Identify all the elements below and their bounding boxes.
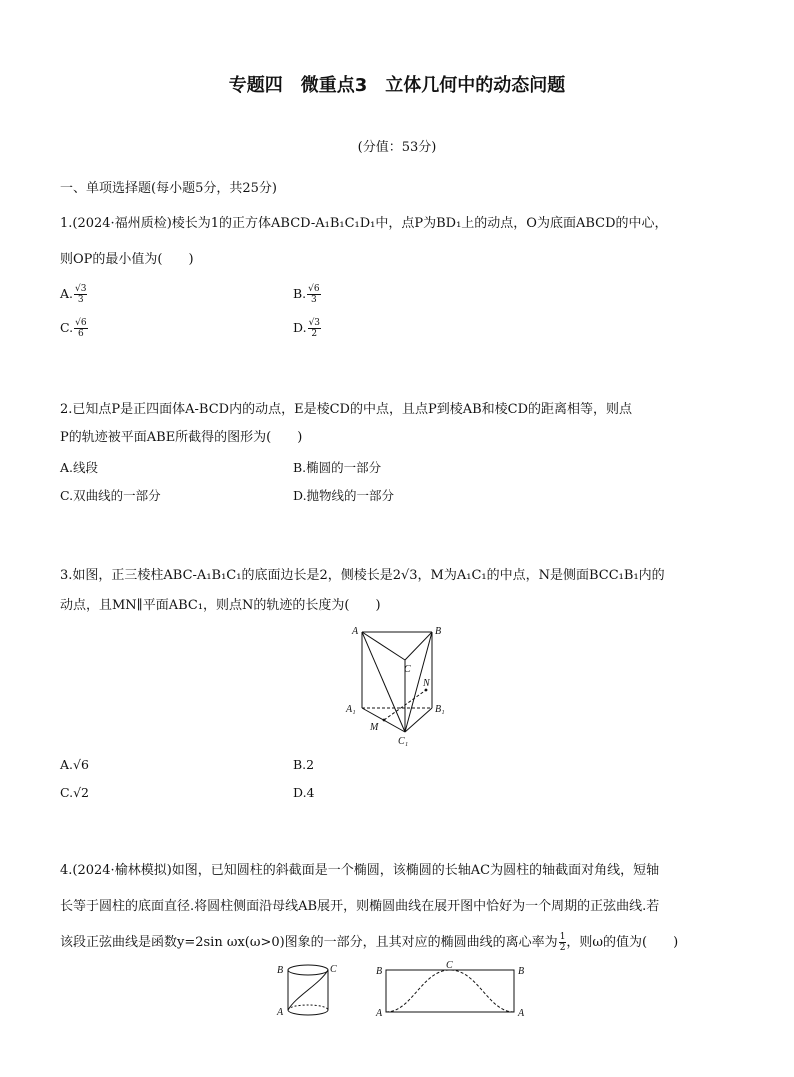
q4-unrolled-label-a-left: A (376, 1008, 383, 1019)
q4-stem-line2: 长等于圆柱的底面直径.将圆柱侧面沿母线AB展开，则椭圆曲线在展开图中恰好为一个周期的正弦曲线.若 (60, 899, 660, 914)
q1-option-a[interactable] (60, 284, 87, 305)
q4-cyl-label-b: B (277, 965, 284, 976)
q1-option-b-label: B. (293, 286, 307, 301)
q2-option-d[interactable]: D.抛物线的一部分 (293, 488, 395, 503)
q4-eccentricity-fraction: $\frac{1}{2}$ (559, 932, 566, 953)
q2-stem-line2: P的轨迹被平面ABE所截得的图形为( ) (60, 430, 303, 445)
q1-stem-line1: 1.(2024·福州质检)棱长为1的正方体ABCD-A₁B₁C₁D₁中，点P为BD₁上的动点，O为底面ABCD的中心， (60, 216, 668, 231)
score-note: (分值：53分) (357, 140, 437, 155)
q4-cylinder-figure (272, 960, 344, 1022)
q3-fig-label-a1: A₁ (346, 704, 356, 715)
q1-option-d[interactable] (293, 318, 321, 339)
q1-option-c-label: C. (60, 320, 74, 335)
page-title: 专题四 微重点3 立体几何中的动态问题 (228, 75, 566, 96)
q3-option-d[interactable]: D.4 (293, 785, 315, 800)
q3-stem-line1: 3.如图，正三棱柱ABC-A₁B₁C₁的底面边长是2，侧棱长是2√3，M为A₁C₁的中点，N是侧面BCC₁B₁内的 (60, 568, 665, 583)
q3-fig-label-c1: C₁ (398, 736, 409, 747)
q3-fig-label-a: A (352, 626, 359, 637)
q4-unrolled-label-b-right: B (518, 966, 525, 977)
q3-prism-figure (340, 620, 460, 750)
q1-option-a-fraction: $\frac{√3}{3}$ (75, 284, 87, 305)
q3-fig-label-b: B (435, 626, 442, 637)
q4-unrolled-figure (372, 960, 532, 1022)
q1-stem-line2: 则OP的最小值为( ) (60, 252, 194, 267)
q3-fig-label-n: N (423, 678, 430, 689)
q1-option-b[interactable] (293, 284, 321, 305)
q2-option-a[interactable]: A.线段 (60, 460, 99, 475)
q4-unrolled-label-a-right: A (518, 1008, 525, 1019)
q2-option-b[interactable]: B.椭圆的一部分 (293, 460, 382, 475)
section-heading: 一、单项选择题(每小题5分，共25分) (60, 181, 277, 196)
q3-option-c[interactable]: C.√2 (60, 785, 90, 800)
q3-option-a[interactable]: A.√6 (60, 757, 89, 772)
q4-unrolled-label-c: C (446, 960, 453, 971)
q1-option-c-fraction: $\frac{√6}{6}$ (75, 318, 87, 339)
q4-stem-line1: 4.(2024·榆林模拟)如图，已知圆柱的斜截面是一个椭圆，该椭圆的长轴AC为圆柱的轴截面对角线，短轴 (60, 863, 660, 878)
q3-fig-label-b1: B₁ (435, 704, 445, 715)
q2-option-c[interactable]: C.双曲线的一部分 (60, 488, 161, 503)
q4-stem-line3: 该段正弦曲线是函数y=2sin ωx(ω>0)图象的一部分，且其对应的椭圆曲线的离心率为 $\frac{1}{2}$ ，则ω的值为( ) (60, 932, 679, 953)
q1-option-d-fraction: $\frac{√3}{2}$ (308, 318, 321, 339)
q2-stem-line1: 2.已知点P是正四面体A-BCD内的动点，E是棱CD的中点，且点P到棱AB和棱CD的距离相等，则点 (60, 402, 633, 417)
q1-option-d-label: D. (293, 320, 307, 335)
q4-cyl-label-a: A (277, 1007, 284, 1018)
q1-option-c[interactable] (60, 318, 88, 339)
q4-unrolled-label-b-left: B (376, 966, 383, 977)
q3-option-b[interactable]: B.2 (293, 757, 315, 772)
q1-option-a-label: A. (60, 286, 74, 301)
q3-fig-label-c: C (404, 664, 411, 675)
q4-cyl-label-c: C (330, 964, 337, 975)
q3-fig-label-m: M (370, 722, 379, 733)
q1-option-b-fraction: $\frac{√6}{3}$ (308, 284, 320, 305)
q3-stem-line2: 动点，且MN∥平面ABC₁，则点N的轨迹的长度为( ) (60, 598, 381, 613)
